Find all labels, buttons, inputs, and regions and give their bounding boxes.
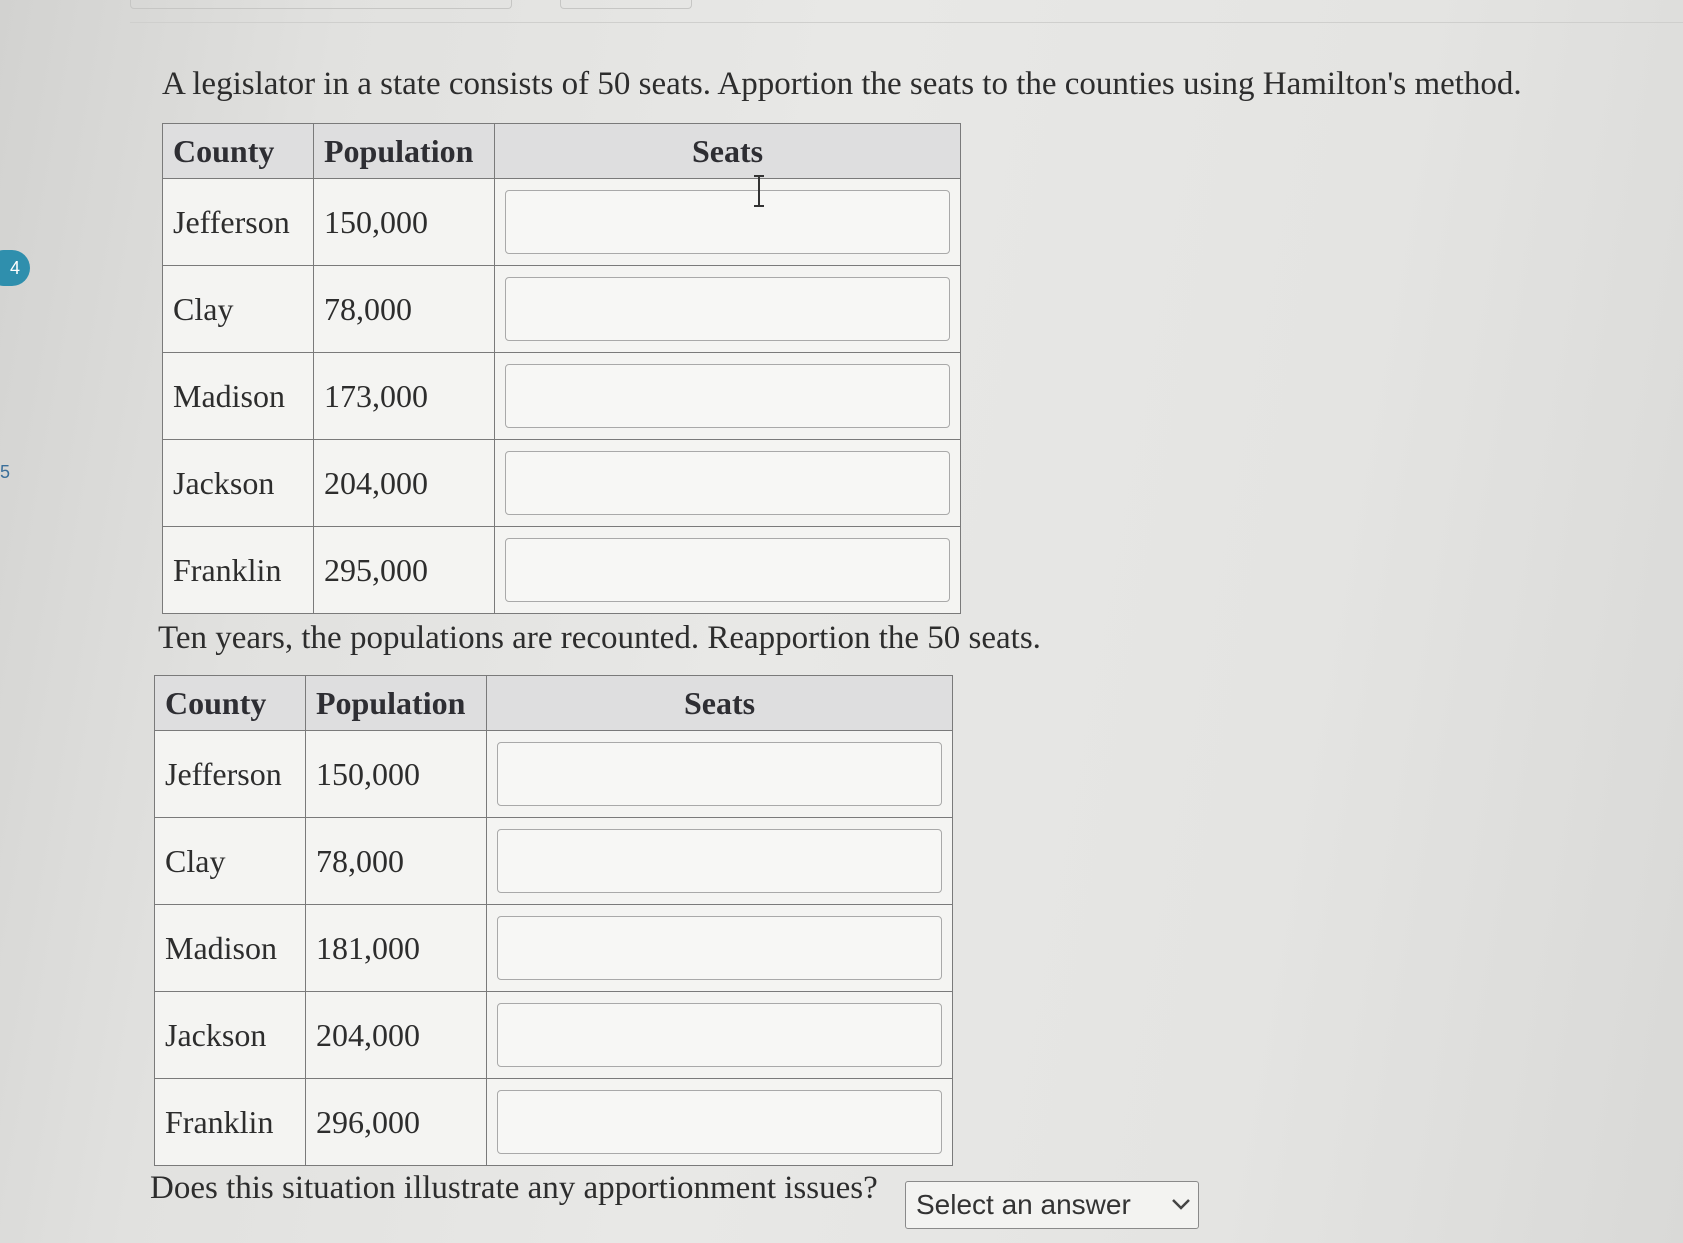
column-header-seats: Seats bbox=[495, 124, 961, 179]
recount-prompt: Ten years, the populations are recounted. Reapportion the 50 seats. bbox=[158, 620, 1041, 656]
answer-select-value: Select an answer bbox=[916, 1189, 1131, 1220]
county-name: Jefferson bbox=[163, 179, 314, 266]
table-row bbox=[155, 992, 953, 1079]
table-header-row bbox=[163, 124, 961, 179]
seats-cell bbox=[495, 353, 961, 440]
county-name: Madison bbox=[155, 905, 306, 992]
recount-seats-input-madison[interactable] bbox=[497, 916, 942, 980]
seats-cell bbox=[487, 992, 953, 1079]
population-value: 296,000 bbox=[306, 1079, 487, 1166]
seats-input-jackson[interactable] bbox=[505, 451, 950, 515]
population-value: 204,000 bbox=[314, 440, 495, 527]
population-value: 150,000 bbox=[314, 179, 495, 266]
seats-cell bbox=[487, 818, 953, 905]
recount-seats-input-jefferson[interactable] bbox=[497, 742, 942, 806]
county-name: Franklin bbox=[163, 527, 314, 614]
column-header-population: Population bbox=[306, 676, 487, 731]
question-number-badge[interactable]: 4 bbox=[0, 250, 30, 286]
population-value: 78,000 bbox=[314, 266, 495, 353]
answer-select[interactable] bbox=[905, 1181, 1199, 1229]
recount-seats-input-clay[interactable] bbox=[497, 829, 942, 893]
question-prompt: A legislator in a state consists of 50 seats. Apportion the seats to the counties using Hamilton's method. bbox=[162, 66, 1522, 102]
seats-cell bbox=[487, 1079, 953, 1166]
population-value: 204,000 bbox=[306, 992, 487, 1079]
column-header-county: County bbox=[155, 676, 306, 731]
seats-input-franklin[interactable] bbox=[505, 538, 950, 602]
seats-input-madison[interactable] bbox=[505, 364, 950, 428]
table-row bbox=[155, 731, 953, 818]
recount-seats-input-jackson[interactable] bbox=[497, 1003, 942, 1067]
table-row bbox=[163, 353, 961, 440]
seats-cell bbox=[495, 179, 961, 266]
table-header-row bbox=[155, 676, 953, 731]
seats-cell bbox=[487, 905, 953, 992]
table-row bbox=[155, 1079, 953, 1166]
seats-cell bbox=[495, 266, 961, 353]
table-row bbox=[163, 266, 961, 353]
population-value: 173,000 bbox=[314, 353, 495, 440]
county-name: Jackson bbox=[163, 440, 314, 527]
top-strip bbox=[130, 0, 1683, 23]
county-name: Clay bbox=[163, 266, 314, 353]
issue-prompt: Does this situation illustrate any apportionment issues? bbox=[150, 1170, 878, 1206]
county-name: Clay bbox=[155, 818, 306, 905]
table-row bbox=[155, 905, 953, 992]
population-value: 295,000 bbox=[314, 527, 495, 614]
seats-input-jefferson[interactable] bbox=[505, 190, 950, 254]
chevron-down-icon bbox=[1170, 1196, 1192, 1212]
seats-input-clay[interactable] bbox=[505, 277, 950, 341]
seats-cell bbox=[495, 527, 961, 614]
apportion-table-initial bbox=[162, 123, 961, 614]
population-value: 78,000 bbox=[306, 818, 487, 905]
top-tab-right bbox=[560, 0, 692, 9]
column-header-population: Population bbox=[314, 124, 495, 179]
table-row bbox=[163, 527, 961, 614]
table-row bbox=[163, 179, 961, 266]
seats-cell bbox=[487, 731, 953, 818]
column-header-seats: Seats bbox=[487, 676, 953, 731]
county-name: Franklin bbox=[155, 1079, 306, 1166]
county-name: Jefferson bbox=[155, 731, 306, 818]
recount-seats-input-franklin[interactable] bbox=[497, 1090, 942, 1154]
side-number[interactable]: 5 bbox=[0, 462, 11, 482]
apportion-table-recount bbox=[154, 675, 953, 1166]
text-cursor-icon bbox=[752, 175, 766, 207]
population-value: 150,000 bbox=[306, 731, 487, 818]
county-name: Jackson bbox=[155, 992, 306, 1079]
county-name: Madison bbox=[163, 353, 314, 440]
seats-cell bbox=[495, 440, 961, 527]
table-row bbox=[155, 818, 953, 905]
table-row bbox=[163, 440, 961, 527]
column-header-county: County bbox=[163, 124, 314, 179]
top-tab-left bbox=[130, 0, 512, 9]
population-value: 181,000 bbox=[306, 905, 487, 992]
